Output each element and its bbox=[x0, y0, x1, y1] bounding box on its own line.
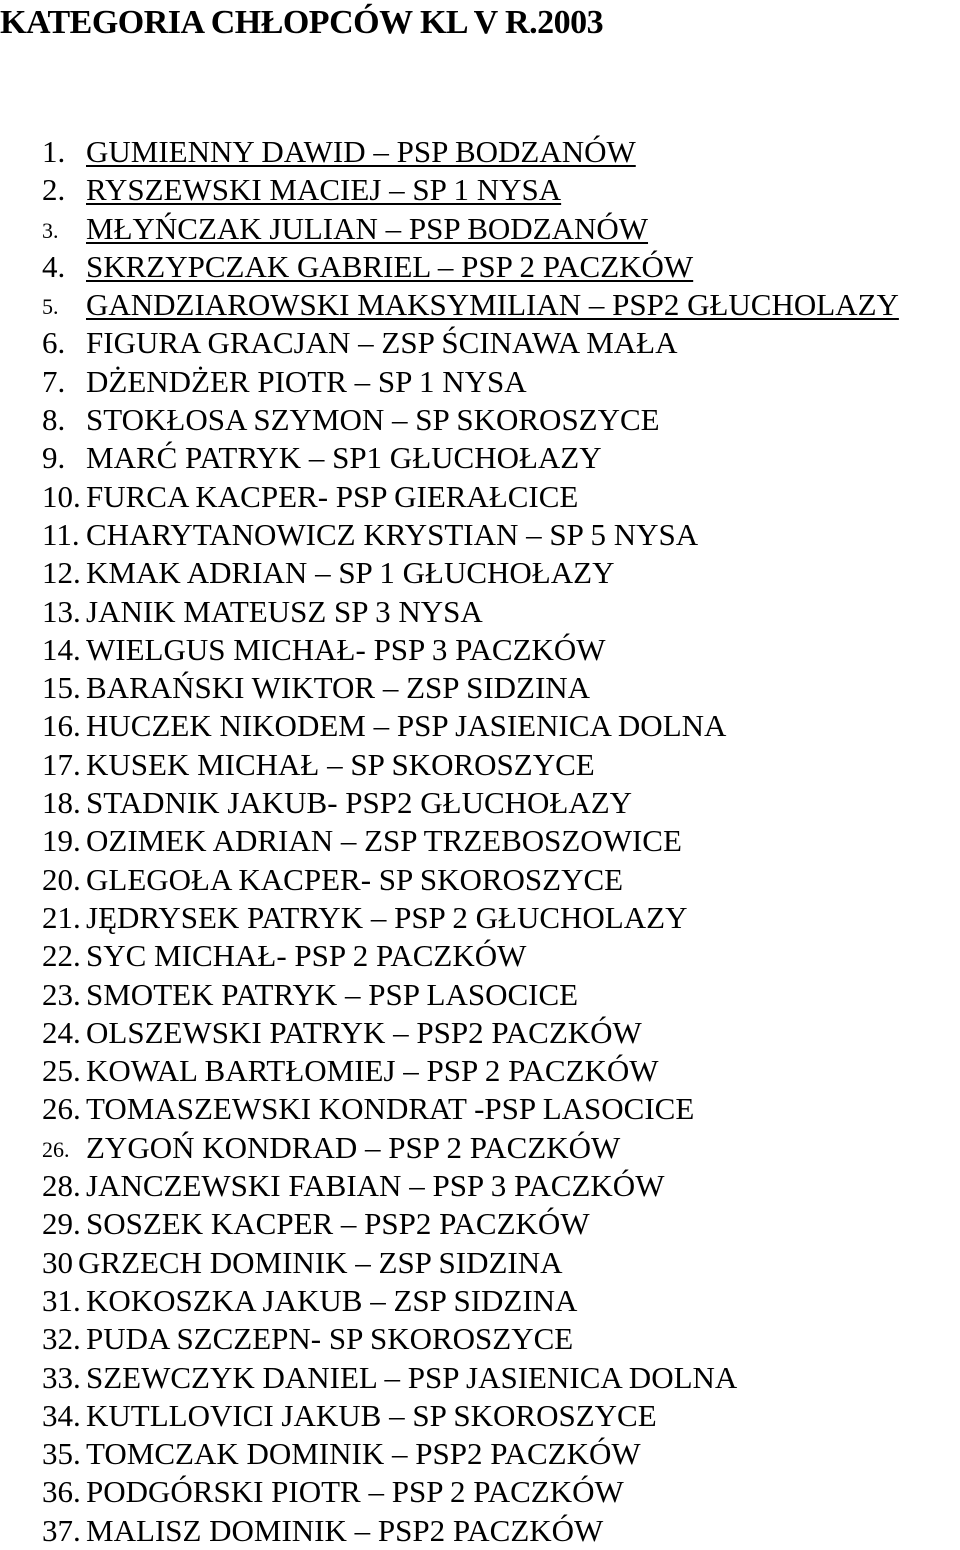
list-item bbox=[0, 1512, 960, 1550]
list-item-number: 28. bbox=[42, 1168, 81, 1204]
list-item bbox=[0, 937, 960, 975]
list-item bbox=[0, 248, 960, 286]
list-item bbox=[0, 363, 960, 401]
list-item bbox=[0, 899, 960, 937]
list-item-number: 34. bbox=[42, 1397, 81, 1433]
list-item bbox=[0, 1282, 960, 1320]
list-item bbox=[0, 707, 960, 745]
list-item-number: 5. bbox=[42, 294, 59, 320]
list-item-text: JĘDRYSEK PATRYK – PSP 2 GŁUCHOLAZY bbox=[86, 899, 688, 935]
list-item bbox=[0, 1052, 960, 1090]
list-item-text: MARĆ PATRYK – SP1 GŁUCHOŁAZY bbox=[86, 440, 602, 476]
list-item-number: 29. bbox=[42, 1206, 81, 1242]
list-item bbox=[0, 516, 960, 554]
list-item-text: GLEGOŁA KACPER- SP SKOROSZYCE bbox=[86, 861, 624, 897]
list-item bbox=[0, 784, 960, 822]
list-item-text: BARAŃSKI WIKTOR – ZSP SIDZINA bbox=[86, 670, 591, 706]
list-item-text: GANDZIAROWSKI MAKSYMILIAN – PSP2 GŁUCHOLAZY bbox=[86, 287, 899, 323]
list-item-number: 24. bbox=[42, 1014, 81, 1050]
list-item-text: STADNIK JAKUB- PSP2 GŁUCHOŁAZY bbox=[86, 785, 633, 821]
list-item-text: DŻENDŻER PIOTR – SP 1 NYSA bbox=[86, 363, 527, 399]
list-item-text: TOMCZAK DOMINIK – PSP2 PACZKÓW bbox=[86, 1436, 641, 1472]
list-item bbox=[0, 286, 960, 324]
list-item-text: SMOTEK PATRYK – PSP LASOCICE bbox=[86, 976, 579, 1012]
list-item-text: KOWAL BARTŁOMIEJ – PSP 2 PACZKÓW bbox=[86, 1053, 659, 1089]
list-item bbox=[0, 1129, 960, 1167]
list-item-text: HUCZEK NIKODEM – PSP JASIENICA DOLNA bbox=[86, 708, 727, 744]
list-item-number: 9. bbox=[42, 440, 66, 476]
list-item-text: JANCZEWSKI FABIAN – PSP 3 PACZKÓW bbox=[86, 1168, 665, 1204]
list-item-number: 15. bbox=[42, 670, 81, 706]
list-item-number: 3. bbox=[42, 217, 59, 243]
list-item bbox=[0, 593, 960, 631]
list-item bbox=[0, 1090, 960, 1128]
list-item-text: OLSZEWSKI PATRYK – PSP2 PACZKÓW bbox=[86, 1014, 642, 1050]
list-item-number: 18. bbox=[42, 785, 81, 821]
list-item-number: 4. bbox=[42, 248, 66, 284]
list-item-text: SOSZEK KACPER – PSP2 PACZKÓW bbox=[86, 1206, 590, 1242]
list-item-text: SYC MICHAŁ- PSP 2 PACZKÓW bbox=[86, 938, 527, 974]
result-list bbox=[0, 133, 960, 1550]
list-item-text: STOKŁOSA SZYMON – SP SKOROSZYCE bbox=[86, 402, 660, 438]
list-item-text: GUMIENNY DAWID – PSP BODZANÓW bbox=[86, 134, 636, 169]
list-item-number: 7. bbox=[42, 363, 66, 399]
list-item bbox=[0, 669, 960, 707]
list-item bbox=[0, 1320, 960, 1358]
list-item bbox=[0, 401, 960, 439]
list-item bbox=[0, 631, 960, 669]
list-item-number: 33. bbox=[42, 1359, 81, 1395]
list-item-text: KUSEK MICHAŁ – SP SKOROSZYCE bbox=[86, 746, 595, 782]
list-item bbox=[0, 171, 960, 209]
list-item bbox=[0, 976, 960, 1014]
list-item bbox=[0, 822, 960, 860]
list-item-number: 11. bbox=[42, 516, 80, 552]
list-item-text: MŁYŃCZAK JULIAN – PSP BODZANÓW bbox=[86, 210, 649, 246]
list-item-text: KOKOSZKA JAKUB – ZSP SIDZINA bbox=[86, 1282, 578, 1318]
list-item-number: 30 bbox=[42, 1244, 73, 1280]
list-item-number: 31. bbox=[42, 1282, 81, 1318]
list-item-number: 10. bbox=[42, 478, 81, 514]
list-item-text: SZEWCZYK DANIEL – PSP JASIENICA DOLNA bbox=[86, 1359, 738, 1395]
list-item-text: TOMASZEWSKI KONDRAT -PSP LASOCICE bbox=[86, 1091, 695, 1127]
list-item-text: RYSZEWSKI MACIEJ – SP 1 NYSA bbox=[86, 172, 562, 208]
page-title: KATEGORIA CHŁOPCÓW KL V R.2003 bbox=[0, 4, 604, 41]
list-item bbox=[0, 210, 960, 248]
list-item bbox=[0, 861, 960, 899]
list-item bbox=[0, 1244, 960, 1282]
list-item bbox=[0, 1014, 960, 1052]
list-item-number: 22. bbox=[42, 938, 81, 974]
list-item bbox=[0, 1359, 960, 1397]
list-item bbox=[0, 1397, 960, 1435]
list-item-text: MALISZ DOMINIK – PSP2 PACZKÓW bbox=[86, 1512, 604, 1548]
list-item bbox=[0, 324, 960, 362]
list-item-number: 25. bbox=[42, 1053, 81, 1089]
list-item bbox=[0, 554, 960, 592]
list-item bbox=[0, 1435, 960, 1473]
list-item-number: 21. bbox=[42, 899, 81, 935]
list-item-text: CHARYTANOWICZ KRYSTIAN – SP 5 NYSA bbox=[86, 516, 699, 552]
list-item-number: 12. bbox=[42, 555, 81, 591]
list-item-number: 36. bbox=[42, 1474, 81, 1510]
list-item-number: 16. bbox=[42, 708, 81, 744]
list-item-text: PUDA SZCZEPN- SP SKOROSZYCE bbox=[86, 1321, 574, 1357]
list-item bbox=[0, 746, 960, 784]
list-item-number: 20. bbox=[42, 861, 81, 897]
list-item-number: 32. bbox=[42, 1321, 81, 1357]
list-item bbox=[0, 1473, 960, 1511]
list-item-number: 19. bbox=[42, 823, 81, 859]
list-item-number: 17. bbox=[42, 746, 81, 782]
list-item-number: 2. bbox=[42, 172, 66, 208]
list-item-text: KMAK ADRIAN – SP 1 GŁUCHOŁAZY bbox=[86, 555, 615, 591]
list-item-number: 26. bbox=[42, 1136, 70, 1162]
list-item-number: 26. bbox=[42, 1091, 81, 1127]
list-item-number: 35. bbox=[42, 1436, 81, 1472]
list-item-text: PODGÓRSKI PIOTR – PSP 2 PACZKÓW bbox=[86, 1474, 624, 1510]
list-item-number: 14. bbox=[42, 631, 81, 667]
list-item-text: KUTLLOVICI JAKUB – SP SKOROSZYCE bbox=[86, 1397, 657, 1433]
list-item-text: JANIK MATEUSZ SP 3 NYSA bbox=[86, 593, 483, 629]
list-item-text: ZYGOŃ KONDRAD – PSP 2 PACZKÓW bbox=[86, 1129, 621, 1165]
list-item-number: 8. bbox=[42, 402, 66, 438]
list-item-number: 23. bbox=[42, 976, 81, 1012]
list-item-text: SKRZYPCZAK GABRIEL – PSP 2 PACZKÓW bbox=[86, 248, 694, 284]
list-item-text: OZIMEK ADRIAN – ZSP TRZEBOSZOWICE bbox=[86, 823, 682, 859]
list-item bbox=[0, 478, 960, 516]
list-item-number: 6. bbox=[42, 325, 66, 361]
list-item bbox=[0, 133, 960, 171]
list-item bbox=[0, 1167, 960, 1205]
list-item-text: GRZECH DOMINIK – ZSP SIDZINA bbox=[78, 1244, 563, 1280]
list-item-number: 37. bbox=[42, 1512, 81, 1548]
list-item-text: FURCA KACPER- PSP GIERAŁCICE bbox=[86, 478, 579, 514]
list-item-text: FIGURA GRACJAN – ZSP ŚCINAWA MAŁA bbox=[86, 325, 678, 361]
list-item-number: 13. bbox=[42, 593, 81, 629]
list-item bbox=[0, 1205, 960, 1243]
list-item-text: WIELGUS MICHAŁ- PSP 3 PACZKÓW bbox=[86, 631, 606, 667]
list-item-number: 1. bbox=[42, 134, 66, 169]
list-item bbox=[0, 439, 960, 477]
